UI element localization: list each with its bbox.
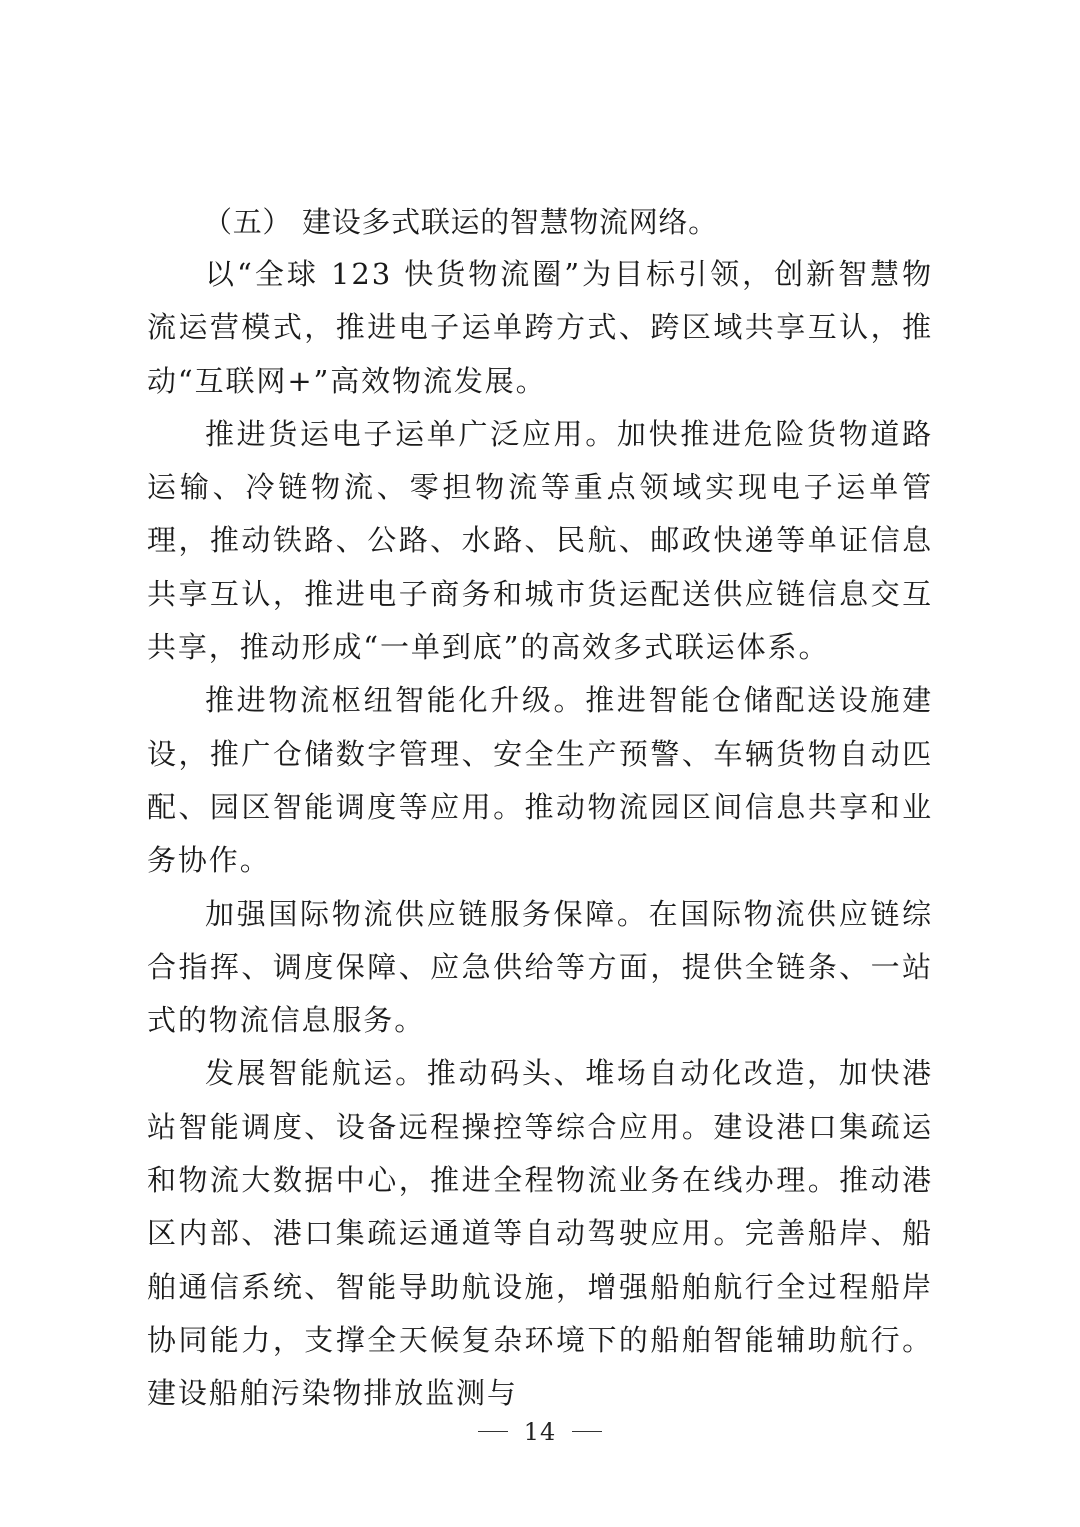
footer-dash-left [478, 1431, 508, 1433]
page-footer [0, 1412, 1080, 1452]
paragraph-international-supply-chain: 加强国际物流供应链服务保障。在国际物流供应链综合指挥、调度保障、应急供给等方面，提供全链条、一站式的物流信息服务。 [147, 896, 933, 1038]
paragraph-logistics-hub: 推进物流枢纽智能化升级。推进智能仓储配送设施建设，推广仓储数字管理、安全生产预警、车辆货物自动匹配、园区智能调度等应用。推动物流园区间信息共享和业务协作。 [147, 683, 933, 878]
paragraph-electronic-waybill: 推进货运电子运单广泛应用。加快推进危险货物道路运输、冷链物流、零担物流等重点领域实现电子运单管理，推动铁路、公路、水路、民航、邮政快递等单证信息共享互认，推进电子商务和城市货运配送供应链信息交互共享，推动形成“一单到底”的高效多式联运体系。 [147, 416, 933, 665]
page-number: 14 [523, 1418, 557, 1446]
paragraph-intro: 以“全球 123 快货物流圈”为目标引领，创新智慧物流运营模式，推进电子运单跨方式、跨区域共享互认，推动“互联网+”高效物流发展。 [147, 257, 933, 398]
footer-dash-right [572, 1431, 602, 1433]
page-body [147, 196, 933, 1421]
paragraph-smart-shipping: 发展智能航运。推动码头、堆场自动化改造，加快港站智能调度、设备远程操控等综合应用。建设港口集疏运和物流大数据中心，推进全程物流业务在线办理。推动港区内部、港口集疏运通道等自动驾驶应用。完善船岸、船舶通信系统、智能导助航设施，增强船舶航行全过程船岸协同能力，支撑全天候复杂环境下的船舶智能辅助航行。建设船舶污染物排放监测与 [147, 1056, 933, 1411]
section-heading: （五） 建设多式联运的智慧物流网络。 [203, 205, 718, 239]
